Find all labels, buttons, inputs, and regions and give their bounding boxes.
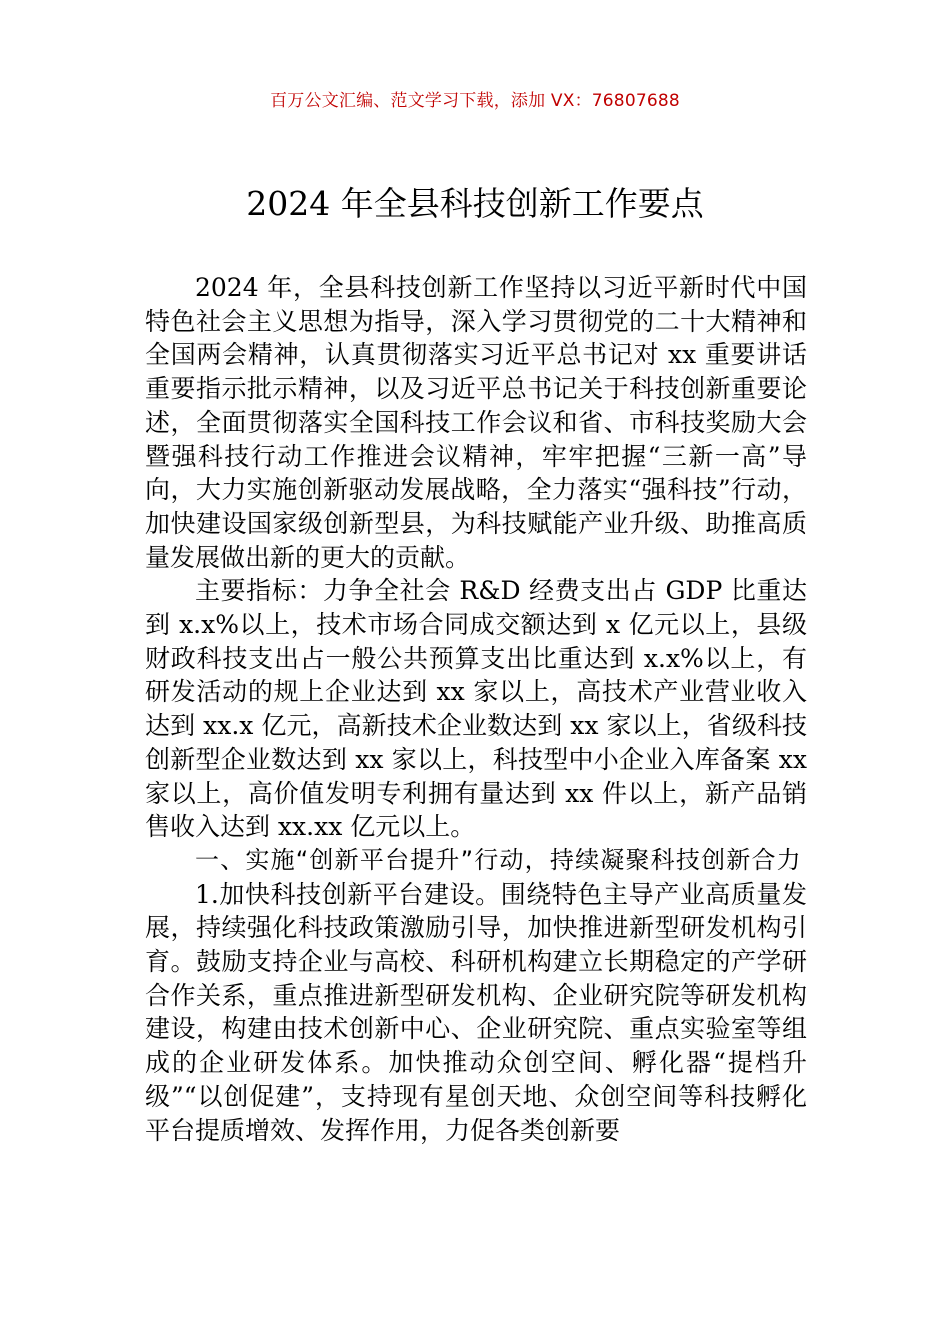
section-heading-1: 一、实施“创新平台提升”行动，持续凝聚科技创新合力 (195, 845, 802, 874)
page-title: 2024 年全县科技创新工作要点 (246, 184, 704, 223)
header-note: 百万公文汇编、范文学习下载，添加 VX：76807688 (270, 91, 680, 111)
document-body (145, 271, 807, 1147)
paragraph-item-1: 1.加快科技创新平台建设。围绕特色主导产业高质量发展，持续强化科技政策激励引导，加快推进新型研发机构引育。鼓励支持企业与高校、科研机构建立长期稳定的产学研合作关系，重点推进新型研发机构、企业研究院等研发机构建设，构建由技术创新中心、企业研究院、重点实验室等组成的企业研发体系。加快推动众创空间、孵化器“提档升级”“以创促建”，支持现有星创天地、众创空间等科技孵化平台提质增效、发挥作用，力促各类创新要 (145, 879, 807, 1145)
paragraph-main-indicators: 主要指标：力争全社会 R&D 经费支出占 GDP 比重达到 x.x%以上，技术市场合同成交额达到 x 亿元以上，县级财政科技支出占一般公共预算支出比重达到 x.x%以上，有研发活动的规上企业达到 xx 家以上，高技术产业营业收入达到 xx.x 亿元，高新技术企业数达到 xx 家以上，省级科技创新型企业数达到 xx 家以上，科技型中小企业入库备案 xx 家以上，高价值发明专利拥有量达到 xx 件以上，新产品销售收入达到 xx.xx 亿元以上。 (145, 576, 807, 842)
paragraph-intro: 2024 年，全县科技创新工作坚持以习近平新时代中国特色社会主义思想为指导，深入学习贯彻党的二十大精神和全国两会精神，认真贯彻落实习近平总书记对 xx 重要讲话重要指示批示精神，以及习近平总书记关于科技创新重要论述，全面贯彻落实全国科技工作会议和省、市科技奖励大会暨强科技行动工作推进会议精神，牢牢把握“三新一高”导向，大力实施创新驱动发展战略，全力落实“强科技”行动，加快建设国家级创新型县，为科技赋能产业升级、助推高质量发展做出新的更大的贡献。 (145, 273, 807, 572)
